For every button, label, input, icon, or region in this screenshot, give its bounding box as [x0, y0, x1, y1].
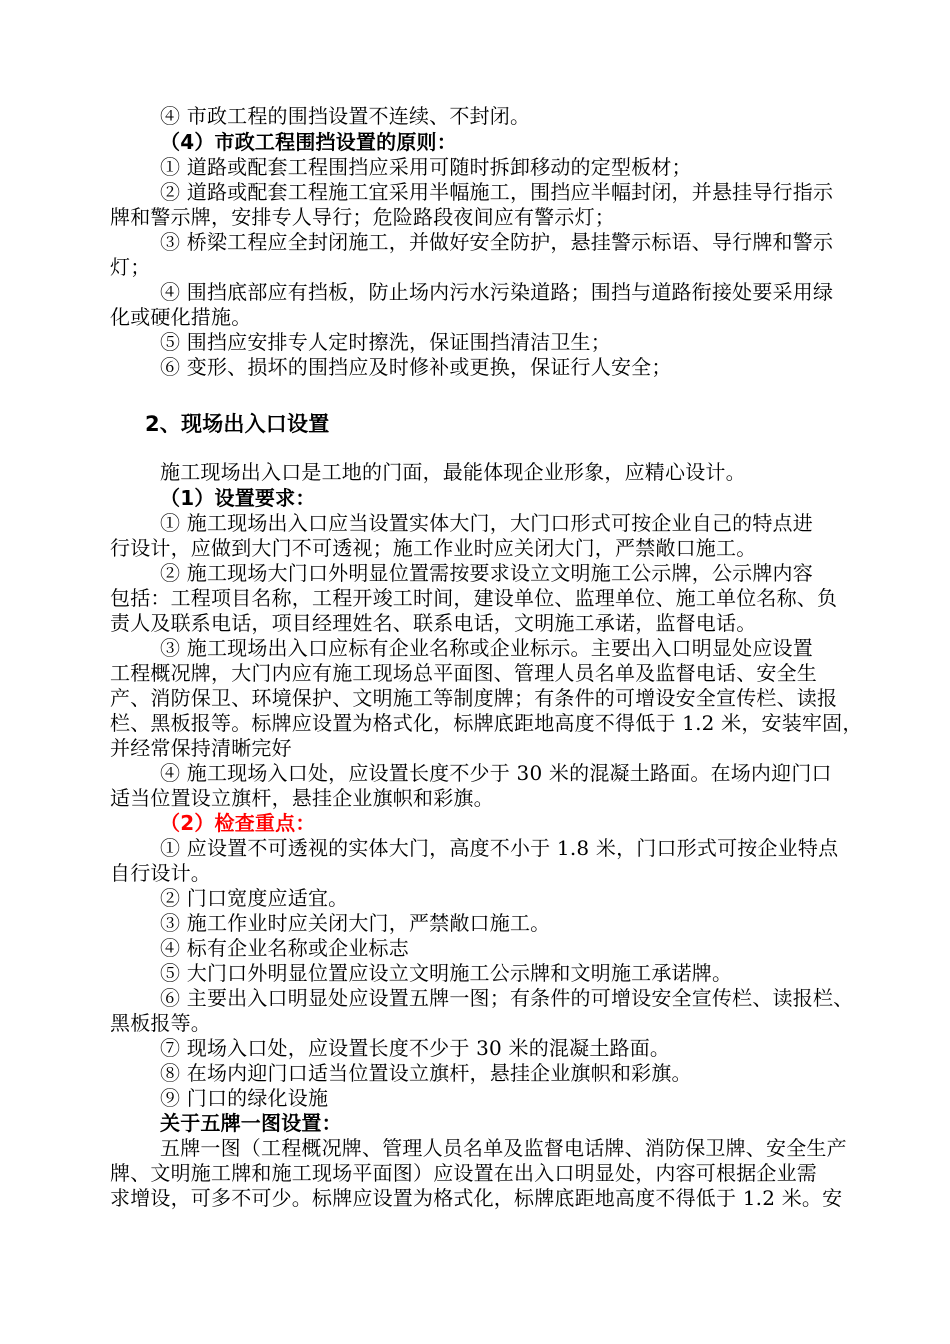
text-line: 责人及联系电话，项目经理姓名、联系电话，文明施工承诺，监督电话。 [110, 611, 757, 635]
text-line: 化或硬化措施。 [110, 305, 252, 329]
subsection-heading: （1）设置要求： [160, 486, 316, 510]
list-item: ⑥ 变形、损坏的围挡应及时修补或更换，保证行人安全； [160, 355, 672, 379]
text-line: 适当位置设立旗杆，悬挂企业旗帜和彩旗。 [110, 786, 494, 810]
list-item: ① 应设置不可透视的实体大门，高度不小于 1.8 米，门口形式可按企业特点 [160, 836, 839, 860]
text-line: 求增设，可多不可少。标牌应设置为格式化，标牌底距地高度不得低于 1.2 米。安 [110, 1186, 843, 1210]
text-line: 牌、文明施工牌和施工现场平面图）应设置在出入口明显处，内容可根据企业需 [110, 1161, 817, 1185]
list-item: ⑨ 门口的绿化设施 [160, 1086, 329, 1110]
list-item: ⑥ 主要出入口明显处应设置五牌一图；有条件的可增设安全宣传栏、读报栏、 [160, 986, 854, 1010]
list-item: ④ 标有企业名称或企业标志 [160, 936, 409, 960]
list-item: ⑤ 围挡应安排专人定时擦洗，保证围挡清洁卫生； [160, 330, 611, 354]
text-line: 灯； [110, 255, 151, 279]
list-item: ① 道路或配套工程围挡应采用可随时拆卸移动的定型板材； [160, 155, 692, 179]
text-line: 牌和警示牌，安排专人导行；危险路段夜间应有警示灯； [110, 205, 615, 229]
text-line: 自行设计。 [110, 861, 211, 885]
section-heading: 2、现场出入口设置 [145, 412, 330, 436]
subsection-heading: 关于五牌一图设置： [160, 1111, 342, 1135]
list-item: ⑦ 现场入口处，应设置长度不少于 30 米的混凝土路面。 [160, 1036, 671, 1060]
text-line: 产、消防保卫、环境保护、文明施工等制度牌；有条件的可增设安全宣传栏、读报 [110, 686, 838, 710]
text-line: 并经常保持清晰完好 [110, 736, 292, 760]
list-item: ③ 桥梁工程应全封闭施工，并做好安全防护，悬挂警示标语、导行牌和警示 [160, 230, 834, 254]
list-item: ③ 施工现场出入口应标有企业名称或企业标示。主要出入口明显处应设置 [160, 636, 813, 660]
text-line: 工程概况牌，大门内应有施工现场总平面图、管理人员名单及监督电话、安全生 [110, 661, 817, 685]
list-item: ② 施工现场大门口外明显位置需按要求设立文明施工公示牌，公示牌内容 [160, 561, 813, 585]
text-line: 行设计，应做到大门不可透视；施工作业时应关闭大门，严禁敞口施工。 [110, 536, 757, 560]
list-item: ④ 市政工程的围挡设置不连续、不封闭。 [160, 104, 531, 128]
highlighted-heading: （2）检查重点： [160, 811, 316, 835]
text-line: 黑板报等。 [110, 1011, 211, 1035]
list-item: ⑤ 大门口外明显位置应设立文明施工公示牌和文明施工承诺牌。 [160, 961, 733, 985]
paragraph-line: 五牌一图（工程概况牌、管理人员名单及监督电话牌、消防保卫牌、安全生产 [160, 1136, 847, 1160]
text-line: 包括：工程项目名称，工程开竣工时间，建设单位、监理单位、施工单位名称、负 [110, 586, 838, 610]
subsection-heading: （4）市政工程围挡设置的原则： [160, 130, 457, 154]
list-item: ① 施工现场出入口应当设置实体大门，大门口形式可按企业自己的特点进 [160, 511, 813, 535]
list-item: ② 门口宽度应适宜。 [160, 886, 349, 910]
list-item: ③ 施工作业时应关闭大门，严禁敞口施工。 [160, 911, 551, 935]
list-item: ⑧ 在场内迎门口适当位置设立旗杆，悬挂企业旗帜和彩旗。 [160, 1061, 692, 1085]
paragraph-line: 施工现场出入口是工地的门面，最能体现企业形象，应精心设计。 [160, 460, 746, 484]
list-item: ④ 施工现场入口处，应设置长度不少于 30 米的混凝土路面。在场内迎门口 [160, 761, 832, 785]
text-line: 栏、黑板报等。标牌应设置为格式化，标牌底距地高度不得低于 1.2 米，安装牢固， [110, 711, 863, 735]
list-item: ④ 围挡底部应有挡板，防止场内污水污染道路；围挡与道路衔接处要采用绿 [160, 280, 834, 304]
list-item: ② 道路或配套工程施工宜采用半幅施工，围挡应半幅封闭，并悬挂导行指示 [160, 180, 834, 204]
